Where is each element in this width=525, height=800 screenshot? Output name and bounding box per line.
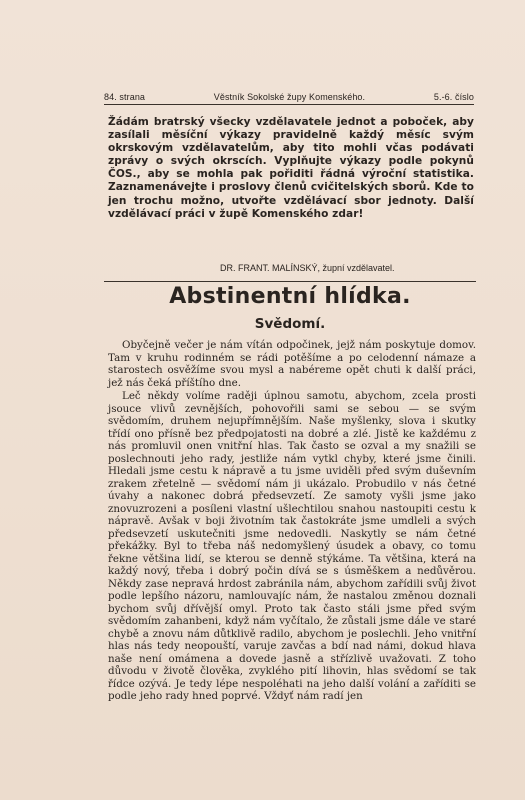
issue-number: 5.-6. číslo [433,92,474,102]
article-body [108,339,476,703]
section-divider [104,281,476,282]
journal-title: Věstník Sokolské župy Komenského. [213,92,366,102]
article-paragraph: Obyčejně večer je nám vítán odpočinek, jejž nám poskytuje domov. Tam v kruhu rodinném se rádi potěšíme a po celodenní námaze a starostech osvěžíme svou mysl a nabéreme opět chuti k další práci, jež nás čeká příštího dne. [108,339,476,389]
signature-line: DR. FRANT. MALÍNSKÝ, župní vzdělavatel. [220,263,395,273]
page-number: 84. strana [104,92,146,102]
article-title: Abstinentní hlídka. [169,284,411,309]
article-subtitle: Svědomí. [254,316,326,332]
appeal-paragraph: Žádám bratrský všecky vzdělavatele jednot a poboček, aby zasílali měsíční výkazy pravidelně každý měsíc svým okrskovým vzdělavatelům, aby tito mohli včas podávati zprávy o svých okrscích. Vyplňujte výkazy podle pokynů ČOS., aby se mohla pak pořiditi řádná výroční statistika. Zaznamenávejte i proslovy členů cvičitelských sborů. Kde to jen trochu možno, utvořte vzdělávací sbor jednoty. Další vzdělávací práci v župě Komenského zdar! [108,116,474,220]
article-paragraph: Leč někdy volíme raději úplnou samotu, abychom, zcela prosti jsouce vlivů zevnějších, pohovořili sami se sebou — se svým svědomím, druhem nejupřímnějším. Naše myšlenky, slova i skutky třídí ono přísně bez předpojatosti na dobré a zlé. Jistě ke každému z nás promluvil onen vnitřní hlas. Tak často se ozval a my snažili se poslechnouti jeho rady, jestliže nám vytkl chyby, které jsme činili. Hledali jsme cestu k nápravě a tu jsme uviděli před svým duševním zrakem zřetelně — svědomí nám ji ukázalo. Probudilo v nás četné úvahy a nakonec dobrá předsevzetí. Ze samoty vyšli jsme jako znovuzrozeni a posíleni vlastní ušlechtilou snahou nastoupiti cestu k nápravě. Avšak v boji životním tak častokráte jsme umdleli a svých předsevzetí uskutečniti jsme nedovedli. Naskytly se nám četné překážky. Byl to třeba náš nedomyšlený úsudek a obavy, co tomu řekne většina lidí, se kterou se denně stýkáme. Ta většina, která na každý nový, třeba i dobrý počin dívá se s úsměškem a nedůvěrou. Někdy zase nepravá hrdost zabránila nám, abychom zařídili svůj život podle lepšího názoru, namlouvajíc nám, že nastalou změnou doznali bychom svůj dřívější omyl. Proto tak často stáli jsme před svým svědomím zahanbeni, když nám vyčítalo, že zůstali jsme dále ve staré chybě a znovu nám důtklivě radilo, abychom je poslechli. Jeho vnitřní hlas nás tedy neopouští, varuje zavčas a bdí nad námi, dokud hlava naše není omámena a dovede jasně a střízlivě uvažovati. Z toho důvodu v životě člověka, zvyklého pití lihovin, hlas svědomí se tak řídce ozývá. Je tedy lépe nespoléhati na jeho další volání a zaříditi se podle jeho rady hned poprvé. Vždyť nám radí jen [108,390,476,702]
running-header [104,92,474,105]
